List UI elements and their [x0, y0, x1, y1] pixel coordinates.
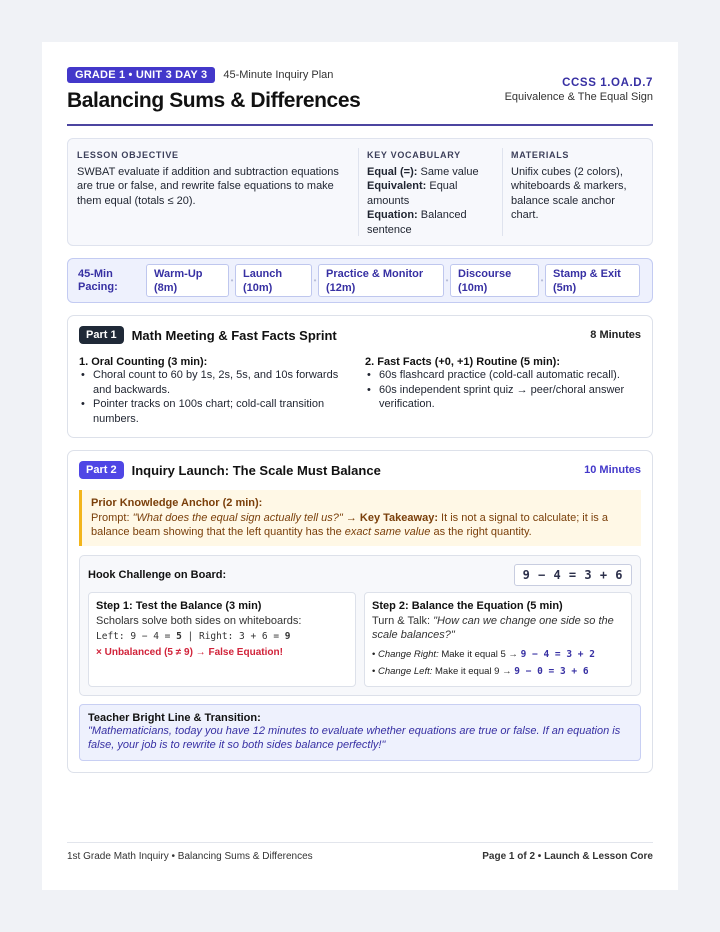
pacing-bar — [67, 258, 653, 303]
oral-counting-title: 1. Oral Counting (3 min): — [79, 356, 208, 368]
part1-columns — [68, 356, 652, 426]
plan-label: 45-Minute Inquiry Plan — [223, 69, 334, 81]
page-footer — [67, 842, 653, 862]
part1-card — [67, 315, 653, 438]
part2-tag: Part 2 — [79, 461, 124, 479]
part2-header — [68, 451, 652, 479]
step1-result: × Unbalanced (5 ≠ 9) → False Equation! — [96, 647, 283, 658]
pacing-step: Stamp & Exit (5m) — [545, 264, 640, 297]
objective-label: LESSON OBJECTIVE — [77, 150, 179, 160]
pacing-separator: • — [540, 276, 544, 285]
fast-facts-title: 2. Fast Facts (+0, +1) Routine (5 min): — [365, 356, 560, 368]
step1-text: Scholars solve both sides on whiteboards: — [96, 614, 302, 627]
vocab-item: Equivalent: Equal amounts — [367, 180, 458, 207]
pacing-separator: • — [230, 276, 234, 285]
part1-title: Math Meeting & Fast Facts Sprint — [131, 327, 337, 343]
header-divider — [67, 124, 653, 126]
footer-left: 1st Grade Math Inquiry • Balancing Sums & Differences — [67, 851, 313, 862]
oral-counting-column — [79, 356, 365, 426]
change-right: • Change Right: Make it equal 5 → 9 − 4 = 3 + 2 — [372, 648, 595, 660]
step2-text: Turn & Talk: "How can we change one side so the scale balances?" — [372, 614, 614, 641]
teacher-bright-line — [79, 704, 641, 761]
bright-line-title: Teacher Bright Line & Transition: — [88, 711, 261, 724]
overview-panel — [67, 138, 653, 246]
objective-text: SWBAT evaluate if addition and subtraction equations are true or false, and rewrite false equations to make them equal (totals ≤ 20). — [77, 165, 339, 207]
list-item: • 60s independent sprint quiz → peer/choral answer verification. — [365, 383, 641, 412]
materials-text: Unifix cubes (2 colors), whiteboards & markers, balance scale anchor chart. — [511, 165, 627, 221]
materials-column — [502, 148, 643, 236]
part2-minutes: 10 Minutes — [584, 464, 641, 476]
hook-title: Hook Challenge on Board: — [88, 568, 227, 581]
page-title: Balancing Sums & Differences — [67, 89, 361, 112]
pacing-step: Launch (10m) — [235, 264, 312, 297]
page-content — [67, 67, 653, 773]
list-item: • Choral count to 60 by 1s, 2s, 5s, and 10s forwards and backwards. — [79, 368, 351, 397]
vocabulary-label: KEY VOCABULARY — [367, 150, 461, 160]
part1-header — [68, 316, 652, 344]
materials-label: MATERIALS — [511, 150, 570, 160]
fast-facts-column — [365, 356, 641, 426]
pacing-label: 45-Min Pacing: — [78, 267, 118, 293]
objective-column — [77, 148, 358, 236]
hook-challenge — [79, 555, 641, 696]
step1-title: Step 1: Test the Balance (3 min) — [96, 599, 262, 612]
hook-equation: 9 − 4 = 3 + 6 — [514, 564, 632, 586]
footer-right: Page 1 of 2 • Launch & Lesson Core — [482, 851, 653, 862]
list-item: • 60s flashcard practice (cold-call automatic recall). — [365, 368, 641, 383]
bright-line-text: "Mathematicians, today you have 12 minutes to evaluate whether equations are true or false. If an equation is false, your job is to rewrite it so both sides balance perfectly!" — [88, 724, 621, 751]
anchor-title: Prior Knowledge Anchor (2 min): — [91, 497, 263, 509]
grade-badge: GRADE 1 • UNIT 3 DAY 3 — [67, 67, 215, 83]
part2-title: Inquiry Launch: The Scale Must Balance — [131, 462, 381, 478]
part2-card — [67, 450, 653, 773]
anchor-text: Prompt: "What does the equal sign actually tell us?" → Key Takeaway: It is not a signal to calculate; it is a balance beam showing that the left quantity has the exact same value as the right quantity. — [91, 511, 608, 538]
step2-title: Step 2: Balance the Equation (5 min) — [372, 599, 563, 612]
change-left: • Change Left: Make it equal 9 → 9 − 0 = 3 + 6 — [372, 665, 589, 677]
pacing-separator: • — [313, 276, 317, 285]
lesson-page — [42, 42, 678, 890]
step1-work: Left: 9 − 4 = 5 | Right: 3 + 6 = 9 — [96, 631, 291, 642]
part1-tag: Part 1 — [79, 326, 124, 344]
pacing-step: Warm-Up (8m) — [146, 264, 229, 297]
pacing-step: Practice & Monitor (12m) — [318, 264, 444, 297]
part1-minutes: 8 Minutes — [590, 329, 641, 341]
pacing-step: Discourse (10m) — [450, 264, 539, 297]
vocab-item: Equal (=): Same value — [367, 165, 479, 178]
vocabulary-column — [358, 148, 502, 236]
standard-code: CCSS 1.OA.D.7 — [562, 77, 653, 89]
step1-card — [88, 592, 356, 687]
step2-card — [364, 592, 632, 687]
header — [67, 67, 653, 126]
pacing-separator: • — [445, 276, 449, 285]
vocab-item: Equation: Balanced sentence — [367, 209, 467, 236]
standard-block — [505, 77, 653, 103]
list-item: • Pointer tracks on 100s chart; cold-call transition numbers. — [79, 397, 351, 426]
standard-description: Equivalence & The Equal Sign — [504, 91, 653, 103]
prior-knowledge-anchor — [79, 490, 641, 546]
